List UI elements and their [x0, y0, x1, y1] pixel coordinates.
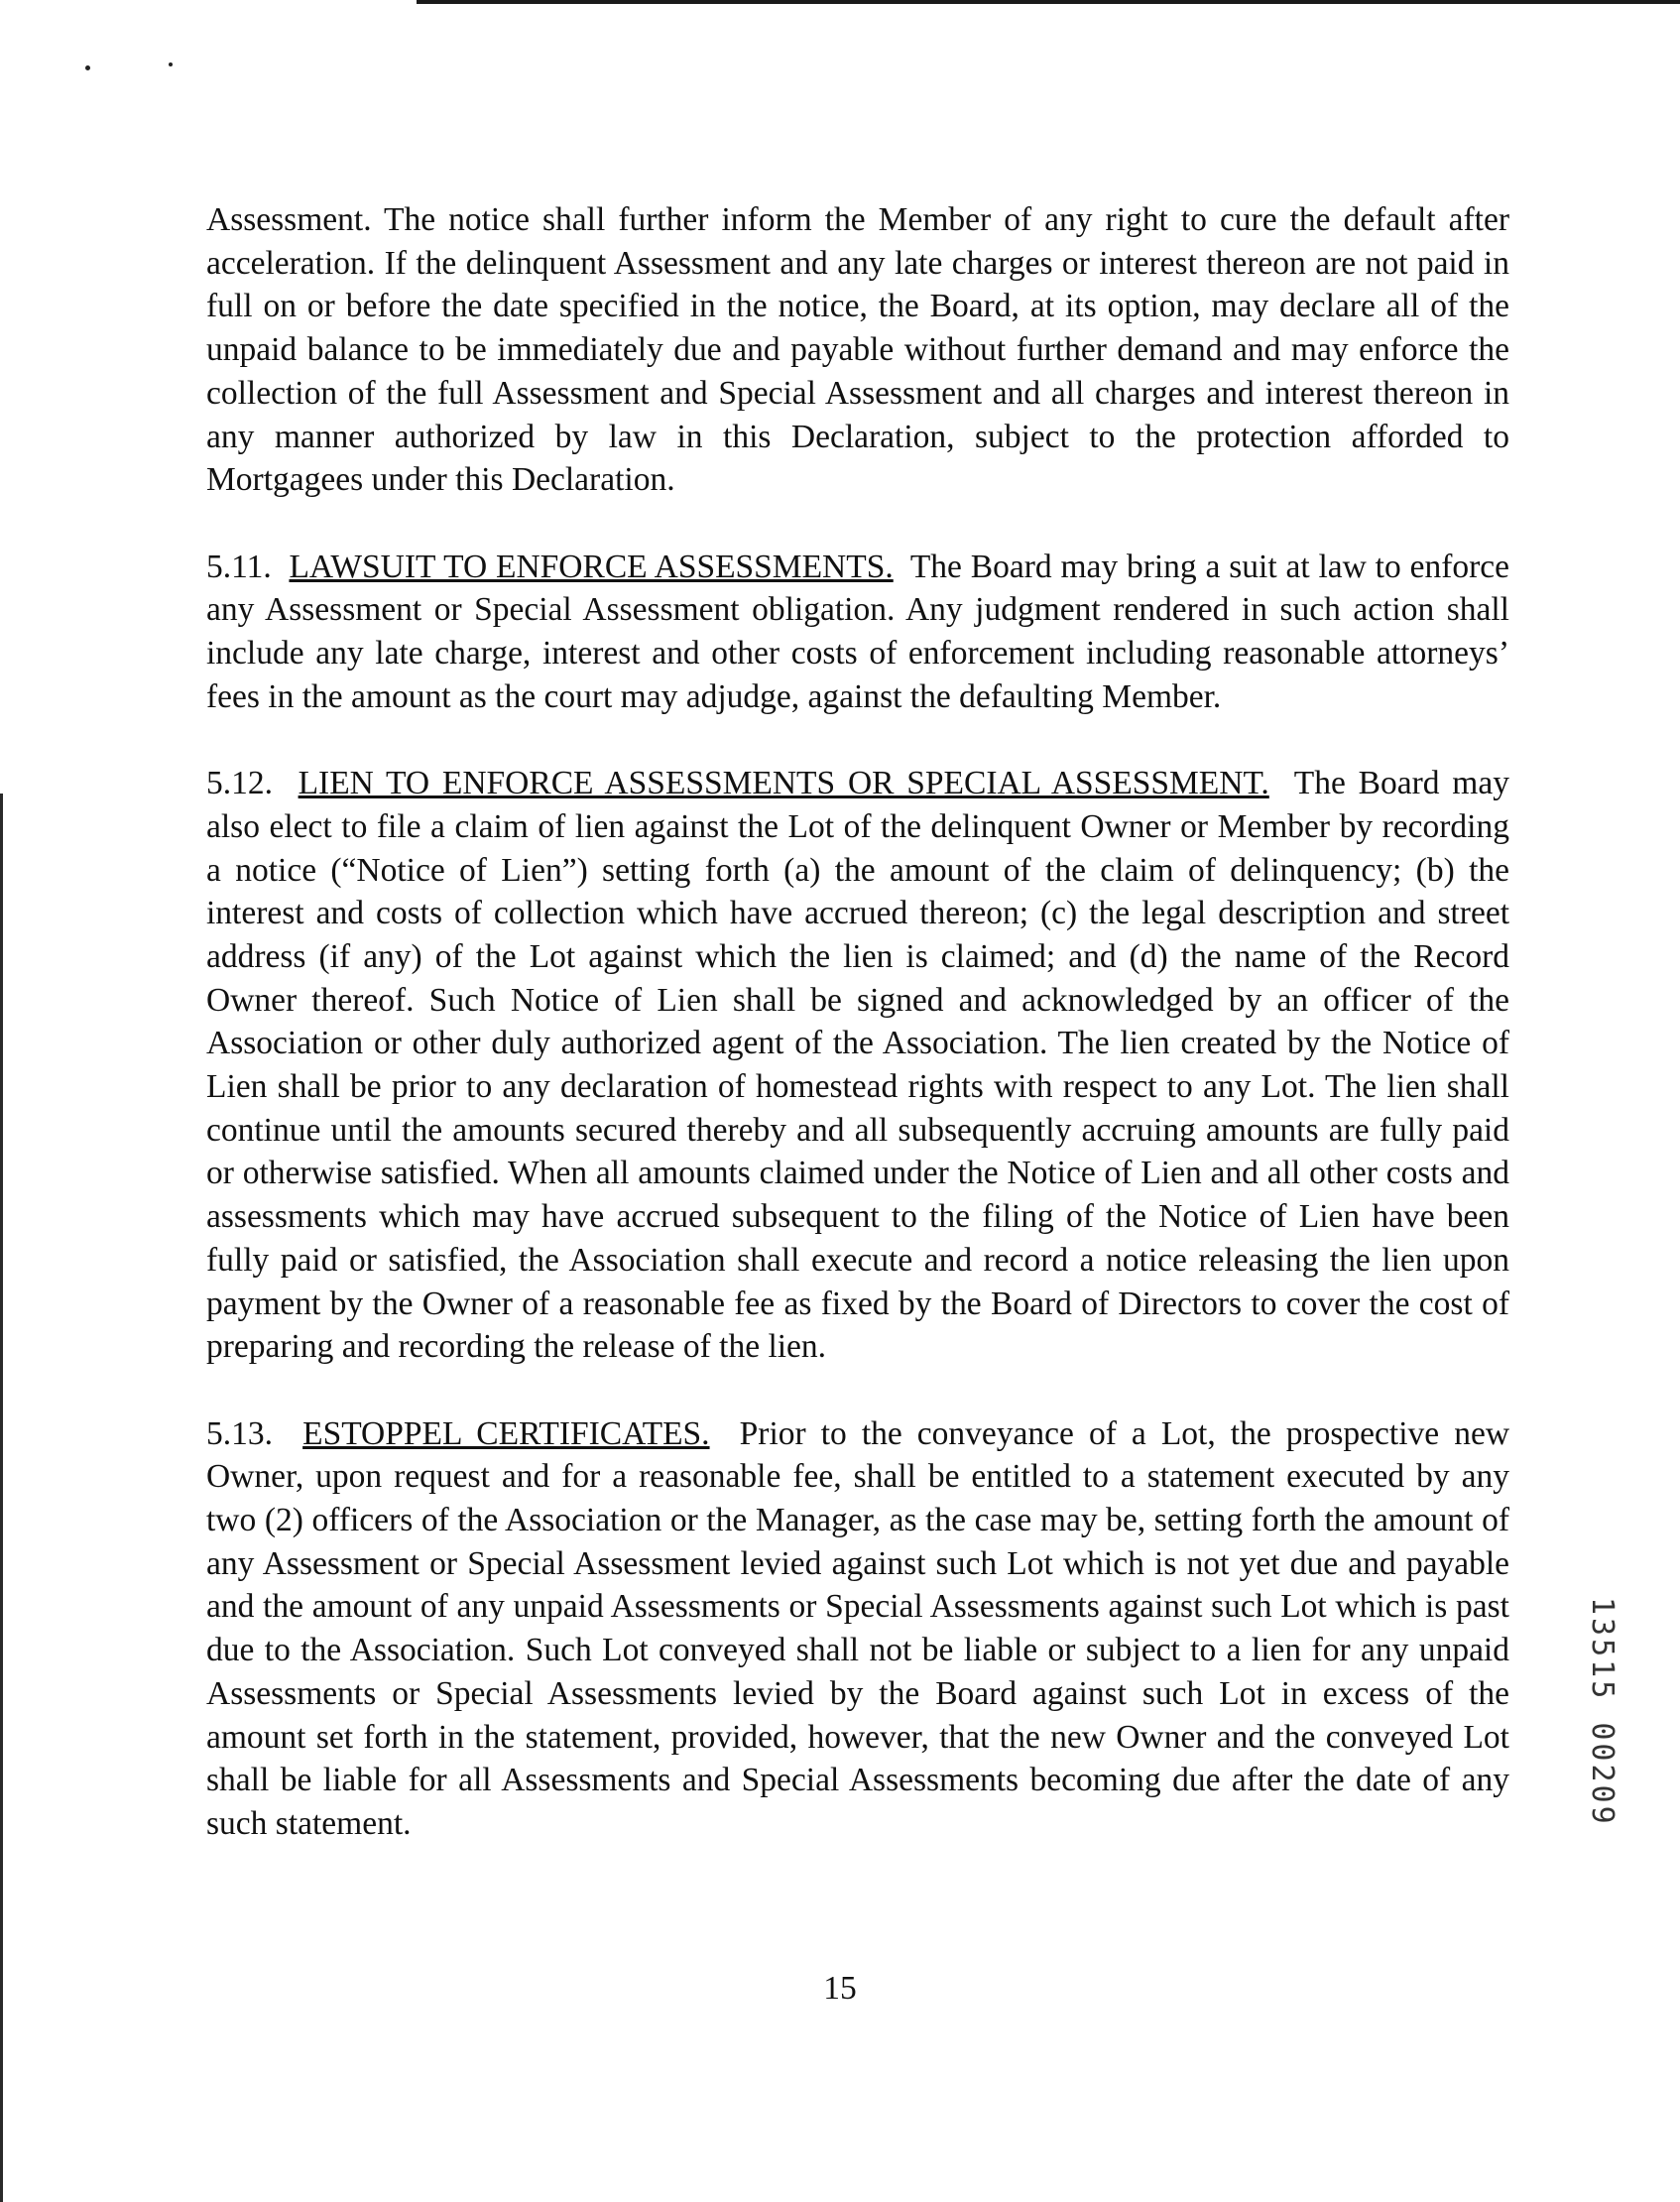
page-number: 15	[823, 1970, 857, 2007]
section-number: 5.12.	[206, 765, 273, 802]
section-title: LIEN TO ENFORCE ASSESSMENTS OR SPECIAL ASSESSMENT.	[298, 765, 1269, 802]
scan-speck	[169, 62, 173, 66]
section-body: The Board may also elect to file a claim of lien against the Lot of the delinquent Owner or Member by recording a notice (“Notice of Lien”) setting forth (a) the amount of the claim of delinquency; (b) the interest and costs of collection which have accrued thereon; (c) the legal description and street address (if any) of the Lot against which the lien is claimed; and (d) the name of the Record Owner thereof. Such Notice of Lien shall be signed and acknowledged by an officer of the Association or other duly authorized agent of the Association. The lien created by the Notice of Lien shall be prior to any declaration of homestead rights with respect to any Lot. The lien shall continue until the amounts secured thereby and all subsequently accruing amounts are fully paid or otherwise satisfied. When all amounts claimed under the Notice of Lien and all other costs and assessments which may have accrued subsequent to the filing of the Notice of Lien have been fully paid or satisfied, the Association shall execute and record a notice releasing the lien upon payment by the Owner of a reasonable fee as fixed by the Board of Directors to cover the cost of preparing and recording the release of the lien.	[206, 765, 1509, 1366]
section-body: Prior to the conveyance of a Lot, the prospective new Owner, upon request and for a reasonable fee, shall be entitled to a statement executed by any two (2) officers of the Association or the Manager, as the case may be, setting forth the amount of any Assessment or Special Assessment levied against such Lot which is not yet due and payable and the amount of any unpaid Assessments or Special Assessments against such Lot which is past due to the Association. Such Lot conveyed shall not be liable or subject to a lien for any unpaid Assessments or Special Assessments levied by the Board against such Lot in excess of the amount set forth in the statement, provided, however, that the new Owner and the conveyed Lot shall be liable for all Assessments and Special Assessments becoming due after the date of any such statement.	[206, 1414, 1510, 1842]
section-5-11	[206, 546, 1509, 719]
section-number: 5.13.	[206, 1414, 273, 1452]
scan-speck	[85, 65, 90, 70]
section-title: LAWSUIT TO ENFORCE ASSESSMENTS.	[289, 548, 894, 585]
section-body: The Board may bring a suit at law to enforce any Assessment or Special Assessment obligation. Any judgment rendered in such action shall include any late charge, interest and other costs of enforcement including reasonable attorneys’ fees in the amount as the court may adjudge, against the defaulting Member.	[206, 548, 1510, 715]
section-number: 5.11.	[206, 548, 272, 585]
section-title: ESTOPPEL CERTIFICATES.	[302, 1414, 710, 1452]
page-body	[206, 198, 1509, 1889]
side-stamp: 13515 00209	[1585, 1597, 1620, 1827]
continuation-paragraph: Assessment. The notice shall further inform the Member of any right to cure the default after acceleration. If the delinquent Assessment and any late charges or interest thereon are not paid in full on or before the date specified in the notice, the Board, at its option, may declare all of the unpaid balance to be immediately due and payable without further demand and may enforce the collection of the full Assessment and Special Assessment and all charges and interest thereon in any manner authorized by law in this Declaration, subject to the protection afforded to Mortgagees under this Declaration.	[206, 201, 1509, 499]
section-5-13	[206, 1412, 1509, 1846]
scan-top-border	[417, 0, 1680, 4]
section-5-12	[206, 762, 1509, 1369]
